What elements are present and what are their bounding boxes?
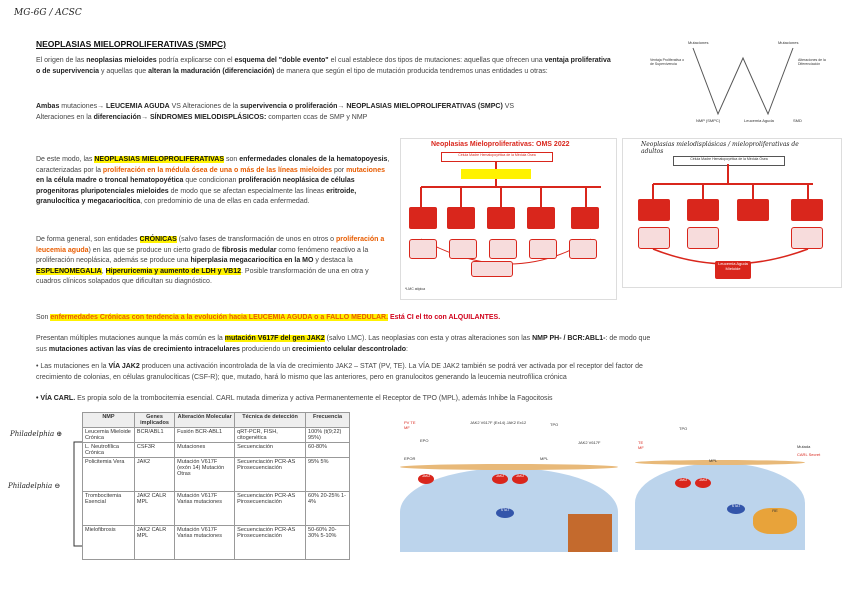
jak-mutation-label: JAK2 V617F (Ex14) JAK2 Ex12 <box>470 420 527 425</box>
jak-epor-label: EPOR <box>404 456 416 461</box>
schema-bottom-left: NMP (SMPC) <box>696 118 721 123</box>
jak-membrane <box>400 464 618 470</box>
table-row: L. Neutrofílica Crónica CSF3R Mutaciones Secuenciación 60-80% <box>83 443 350 458</box>
ambas-paragraph: Ambas mutaciones→ LEUCEMIA AGUDA VS Alteraciones de la supervivencia o proliferación→ NEOPLASIAS MIELOPROLIFERATIVAS (SMPC) VS Alteraciones en la diferenciación→ SÍNDROMES MIELODISPLÁSICOS: comparten ccas de SMP y NMP <box>36 103 515 121</box>
mds-root-box: Célula Madre Hematopoyética de la Médula Ósea <box>673 156 785 166</box>
via-carl-paragraph: • VÍA CARL. Es propia solo de la trombocitemia esencial. CARL mutada dimeriza y activa Permanentemente el Receptor de TPO (MPL), además Inhibe la Fagocitosis <box>36 395 553 402</box>
th-nmp: NMP <box>83 413 135 428</box>
jak2-pathway-figure <box>400 418 618 552</box>
oms-sub-4 <box>529 239 557 259</box>
oms-sub-2 <box>449 239 477 259</box>
oms-box-5 <box>571 207 599 229</box>
th-genes: Genes implicados <box>134 413 174 428</box>
oms-box-3 <box>487 207 515 229</box>
jak2-blob-2: JAK2 <box>492 474 508 484</box>
mds-box-2 <box>687 199 719 221</box>
jak-mpl-label: MPL <box>540 456 549 461</box>
mds-mpn-diagram <box>622 138 842 288</box>
nmp-table-wrap <box>82 412 350 560</box>
oms-2022-diagram <box>400 138 617 300</box>
intro-paragraph: El origen de las neoplasias mieloides podría explicarse con el esquema del "doble evento" el cual establece dos tipos de mutaciones: aquellas que ofrecen una ventaja proliferativa o de supervivencia y aquellas que alteran la maduración (diferenciación) de manera que según el tipo de mutación producida tendremos unas entidades u otras: <box>36 57 611 75</box>
th-alteracion: Alteración Molecular <box>175 413 235 428</box>
carl-mpl-label: MPL <box>709 458 718 463</box>
carl-cell-body <box>635 463 805 550</box>
mds-bottom-box: Leucemia Aguda Mieloide <box>715 261 751 279</box>
cronicas-line: Son enfermedades Crónicas con tendencia a la evolución hacia LEUCEMIA AGUDA o a FALLO MEDULAR. Está CI el tto con ALQUILANTES. <box>36 314 501 321</box>
oms-title: Neoplasias Mieloproliferativas: OMS 2022 <box>431 141 570 148</box>
oms-sub-6 <box>471 261 513 277</box>
carl-pathway-figure <box>635 418 840 550</box>
table-row: Leucemia Mieloide Crónica BCR/ABL1 Fusión BCR-ABL1 qRT-PCR, FISH, citogenética 100% (t(9;22) 95%) <box>83 428 350 443</box>
philadelphia-negative-note: Philadelphia ⊖ <box>8 482 61 490</box>
mds-sub-1 <box>638 227 670 249</box>
carl-er-blob: RE <box>753 508 797 534</box>
oms-bolt-highlight <box>461 169 531 179</box>
jak-tpo-label: TPO <box>550 422 559 427</box>
jak2-blob-1: JAK2 <box>418 474 434 484</box>
carl-diseases: TE MF <box>638 440 644 450</box>
carl-jak2-blob-1: JAK2 <box>675 478 691 488</box>
mds-box-4 <box>791 199 823 221</box>
mds-sub-2 <box>687 227 719 249</box>
oms-sub-3 <box>489 239 517 259</box>
carl-stat-blob: STAT <box>727 504 745 514</box>
modo-paragraph: De este modo, las NEOPLASIAS MIELOPROLIFERATIVAS son enfermedades clonales de la hematopoyesis, caracterizadas por la proliferación en la médula ósea de una o más de las líneas mieloides por mutaciones en la célula madre o troncal hematopoyética que condicionan proliferación neoplásica de células progenitoras pluripotenciales mieloides de modo que se afectan especialmente las líneas eritroide, granulocítica y megacariocítica, con predominio de una de ellas en cada enfermedad. <box>36 156 390 205</box>
jak2-blob-3: JAK2 <box>512 474 528 484</box>
table-row: Mielofibrosis JAK2 CALR MPL Mutación V617F Varias mutaciones Secuenciación PCR-AS Pirosecuenciación 50-60% 20-30% 5-10% <box>83 526 350 560</box>
schema-bottom-right: SMD <box>793 118 802 123</box>
schema-left-label: Ventaja Proliferativa o de Supervivencia <box>650 58 685 66</box>
th-frecuencia: Frecuencia <box>306 413 350 428</box>
philadelphia-positive-note: Philadelphia ⊕ <box>10 430 63 438</box>
carl-secret-label: CARL Secret <box>797 452 821 457</box>
mds-box-1 <box>638 199 670 221</box>
oms-sub-1 <box>409 239 437 259</box>
via-jak2-paragraph: • Las mutaciones en la VÍA JAK2 producen una activación incontrolada de la vía de crecimiento JAK2 – STAT (PV, TE). La VÍA DE JAK2 también se podrá ver activada por el receptor del factor de crecimiento de colonias, en células granulocíticas (CSF-R); que, mutado, hará lo mismo que las anteriores, pero en granulocitos generando la leucemia neutrofílica crónica <box>36 363 643 381</box>
th-tecnica: Técnica de detección <box>235 413 306 428</box>
mds-handwritten-note: Neoplasias mielodisplásicas / mieloproliferativas de adultos <box>641 141 799 155</box>
oms-footer: *LMC atípica <box>405 287 426 291</box>
double-event-lines <box>648 36 833 128</box>
mds-sub-3 <box>791 227 823 249</box>
stat-blob: STAT <box>496 508 514 518</box>
table-row: Trombocitemia Esencial JAK2 CALR MPL Mutación V617F Varias mutaciones Secuenciación PCR-AS Pirosecuenciación 60% 20-25% 1-4% <box>83 492 350 526</box>
forma-paragraph: De forma general, son entidades CRÓNICAS (salvo fases de transformación de unos en otros o proliferación a leucemia aguda) en las que se produce un cierto grado de fibrosis medular como fenómeno reactivo a la proliferación neoplásica, además se produce una hiperplasia megacariocítica en la MO y destaca la ESPLENOMEGALIA, Hiperuricemia y aumento de LDH y VB12. Posible transformación de una en otra y cuadros clínicos solapados que dificultan su diagnóstico. <box>36 236 385 285</box>
double-event-diagram <box>648 36 833 128</box>
schema-bottom-mid: Leucemia Aguda <box>744 118 774 123</box>
jak-paragraph: Presentan múltiples mutaciones aunque la más común es la mutación V617F del gen JAK2 (salvo LMC). Las neoplasias con esta y otras alteraciones son las NMP PH- / BCR:ABL1-: de modo que sus mutaciones activan las vías de crecimiento intracelulares produciendo un crecimiento celular descontrolado: <box>36 335 651 353</box>
carl-tpo-label: TPO <box>679 426 688 431</box>
header-note: MG-6G / ACSC <box>14 8 82 18</box>
jak-diseases: PV TE MF <box>404 420 416 430</box>
nmp-table <box>82 412 350 560</box>
jak-epo-label: EPO <box>420 438 429 443</box>
carl-jak2-blob-2: JAK2 <box>695 478 711 488</box>
table-row: Policitemia Vera JAK2 Mutación V617F (exón 14) Mutación Otras Secuenciación PCR-AS Pirosecuenciación 95% 5% <box>83 458 350 492</box>
oms-box-1 <box>409 207 437 229</box>
oms-sub-5 <box>569 239 597 259</box>
oms-root-box: Célula Madre Hematopoyética de la Médula Ósea <box>441 152 553 162</box>
carl-mutada-label: Mutada <box>797 444 811 449</box>
page-title: NEOPLASIAS MIELOPROLIFERATIVAS (SMPC) <box>36 39 226 49</box>
schema-top-left: Mutaciones <box>688 40 709 45</box>
schema-right-label: Alteraciones de la Diferenciación <box>798 58 826 66</box>
oms-box-2 <box>447 207 475 229</box>
jak-photo-inset <box>568 514 612 552</box>
jak-v617f-label: JAK2 V617F <box>578 440 601 445</box>
mds-box-3 <box>737 199 769 221</box>
oms-box-4 <box>527 207 555 229</box>
schema-top-right: Mutaciones <box>778 40 799 45</box>
carl-membrane <box>635 460 805 465</box>
